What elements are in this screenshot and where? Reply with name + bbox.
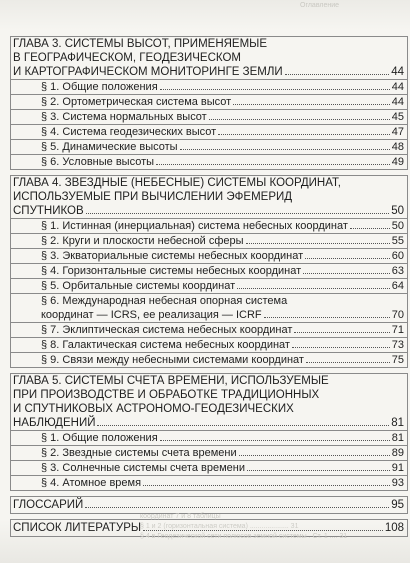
- dot-leader: [160, 440, 390, 441]
- entry-label: § 2. Ортометрическая система высот: [41, 96, 232, 108]
- toc-entry[interactable]: [11, 293, 407, 322]
- page-number: 63: [391, 265, 404, 277]
- chapter-4-title[interactable]: [11, 176, 407, 204]
- dot-leader: [246, 243, 390, 244]
- entry-label: § 8. Галактическая система небесных координат: [41, 339, 290, 351]
- page-number: 71: [391, 324, 404, 336]
- entry-label: § 3. Солнечные системы счета времени: [41, 462, 245, 474]
- dot-leader: [292, 347, 390, 348]
- toc-entry[interactable]: [11, 475, 407, 490]
- entry-label: § 7. Эклиптическая система небесных координат: [41, 324, 293, 336]
- entry-label: § 1. Общие положения: [41, 432, 158, 444]
- page-number: 81: [391, 432, 404, 444]
- page-number: 60: [391, 250, 404, 262]
- toc-entry[interactable]: [11, 263, 407, 278]
- dot-leader: [218, 134, 390, 135]
- chapter-3-block: [10, 36, 408, 170]
- toc-entry[interactable]: [11, 337, 407, 352]
- chapter-title-line: ПРИ ПРОИЗВОДСТВЕ И ОБРАБОТКЕ ТРАДИЦИОННЫХ: [13, 389, 320, 401]
- page-number: 64: [391, 280, 404, 292]
- dot-leader: [160, 89, 390, 90]
- page-number: 75: [391, 354, 404, 366]
- dot-leader: [247, 470, 390, 471]
- dot-leader: [294, 332, 389, 333]
- page-number: 91: [391, 462, 404, 474]
- page-number: 73: [391, 339, 404, 351]
- chapter-title-line: В ГЕОГРАФИЧЕСКОМ, ГЕОДЕЗИЧЕСКОМ: [13, 52, 242, 64]
- chapter-4-block: [10, 175, 408, 368]
- entry-label: § 1. Истинная (инерциальная) система небесных координат: [41, 220, 348, 232]
- entry-label: § 2. Звездные системы счета времени: [41, 447, 237, 459]
- page-number: 50: [391, 205, 404, 217]
- chapter-4-title-last-line[interactable]: [11, 204, 407, 218]
- entry-label: СПИСОК ЛИТЕРАТУРЫ: [13, 522, 142, 534]
- entry-label: § 4. Атомное время: [41, 477, 142, 489]
- dot-leader: [233, 104, 390, 105]
- toc-entry[interactable]: [11, 218, 407, 233]
- toc-entry[interactable]: [11, 248, 407, 263]
- entry-label: § 4. Система геодезических высот: [41, 126, 217, 138]
- table-of-contents: [10, 36, 408, 542]
- dot-leader: [350, 228, 390, 229]
- page-number: 89: [391, 447, 404, 459]
- chapter-title-line: ИСПОЛЬЗУЕМЫЕ ПРИ ВЫЧИСЛЕНИИ ЭФЕМЕРИД: [13, 191, 293, 203]
- entry-label: § 3. Экваториальные системы небесных координат: [41, 250, 304, 262]
- page-number: 93: [391, 477, 404, 489]
- entry-label: § 3. Система нормальных высот: [41, 111, 207, 123]
- dot-leader: [239, 455, 390, 456]
- entry-label: § 5. Орбитальные системы координат: [41, 280, 236, 292]
- bleed-through-text-bottom: [140, 512, 405, 542]
- entry-label: § 1. Общие положения: [41, 81, 158, 93]
- page-number: 81: [391, 417, 404, 429]
- toc-entry[interactable]: [11, 154, 407, 169]
- dot-leader: [209, 119, 390, 120]
- dot-leader: [285, 74, 390, 75]
- dot-leader: [86, 213, 390, 214]
- dot-leader: [237, 288, 390, 289]
- toc-entry[interactable]: [11, 139, 407, 154]
- entry-label: § 2. Круги и плоскости небесной сферы: [41, 235, 244, 247]
- ghost-line: § 4 в Геодезической сети полюсов земной системы . Ст. 1 .... 31: [140, 533, 348, 540]
- toc-entry[interactable]: [11, 430, 407, 445]
- chapter-title-line: ГЛАВА 3. СИСТЕМЫ ВЫСОТ, ПРИМЕНЯЕМЫЕ: [13, 38, 268, 50]
- page-number: 45: [391, 111, 404, 123]
- toc-entry[interactable]: [11, 322, 407, 337]
- entry-label: ГЛОССАРИЙ: [13, 499, 84, 511]
- chapter-title-line: НАБЛЮДЕНИЙ: [13, 417, 96, 429]
- entry-label: § 5. Динамические высоты: [41, 141, 178, 153]
- dot-leader: [85, 507, 389, 508]
- bleed-through-text-top: Оглавление: [300, 2, 340, 9]
- dot-leader: [143, 485, 390, 486]
- entry-label: § 4. Горизонтальные системы небесных координат: [41, 265, 302, 277]
- dot-leader: [156, 164, 390, 165]
- chapter-3-title[interactable]: [11, 37, 407, 65]
- chapter-5-block: [10, 373, 408, 491]
- chapter-title-line: СПУТНИКОВ: [13, 205, 84, 217]
- page-number: 95: [391, 499, 404, 511]
- toc-entry[interactable]: [11, 94, 407, 109]
- dot-leader: [305, 258, 390, 259]
- chapter-title-line: И СПУТНИКОВЫХ АСТРОНОМО-ГЕОДЕЗИЧЕСКИХ: [13, 403, 294, 415]
- page-number: 44: [391, 81, 404, 93]
- dot-leader: [264, 317, 390, 318]
- chapter-3-title-last-line[interactable]: [11, 65, 407, 79]
- dot-leader: [180, 149, 390, 150]
- dot-leader: [303, 273, 390, 274]
- chapter-5-title[interactable]: [11, 374, 407, 416]
- glossary-entry: [11, 497, 407, 513]
- toc-entry[interactable]: [11, 233, 407, 248]
- page-number: 44: [391, 66, 404, 78]
- toc-entry[interactable]: [11, 124, 407, 139]
- entry-label: координат — ICRS, ее реализация — ICRF: [41, 309, 262, 321]
- page-number: 47: [391, 126, 404, 138]
- page-number: 49: [391, 156, 404, 168]
- toc-entry[interactable]: [11, 79, 407, 94]
- chapter-title-line: ГЛАВА 5. СИСТЕМЫ СЧЕТА ВРЕМЕНИ, ИСПОЛЬЗУЕМЫЕ: [13, 375, 329, 387]
- dot-leader: [306, 362, 390, 363]
- ghost-line: § 1 и 2 (горизонтальная система) .................... 31: [140, 523, 299, 530]
- page-number: 70: [391, 309, 404, 321]
- chapter-title-line: И КАРТОГРАФИЧЕСКОМ МОНИТОРИНГЕ ЗЕМЛИ: [13, 66, 283, 78]
- page-number: 108: [384, 522, 404, 534]
- chapter-5-title-last-line[interactable]: [11, 416, 407, 430]
- ghost-line: координат 7 и 8 таблицы: [140, 513, 221, 520]
- entry-label: § 9. Связи между небесными системами координат: [41, 354, 304, 366]
- toc-entry[interactable]: [11, 278, 407, 293]
- page-number: 48: [391, 141, 404, 153]
- page-number: 55: [391, 235, 404, 247]
- page-number: 50: [391, 220, 404, 232]
- toc-entry[interactable]: [11, 109, 407, 124]
- entry-label-first-line: § 6. Международная небесная опорная система: [41, 295, 288, 307]
- dot-leader: [97, 425, 389, 426]
- chapter-title-line: ГЛАВА 4. ЗВЕЗДНЫЕ (НЕБЕСНЫЕ) СИСТЕМЫ КООРДИНАТ,: [13, 177, 341, 189]
- page-number: 44: [391, 96, 404, 108]
- toc-entry[interactable]: [11, 460, 407, 475]
- entry-label: § 6. Условные высоты: [41, 156, 155, 168]
- toc-entry[interactable]: [11, 352, 407, 367]
- toc-entry[interactable]: [11, 445, 407, 460]
